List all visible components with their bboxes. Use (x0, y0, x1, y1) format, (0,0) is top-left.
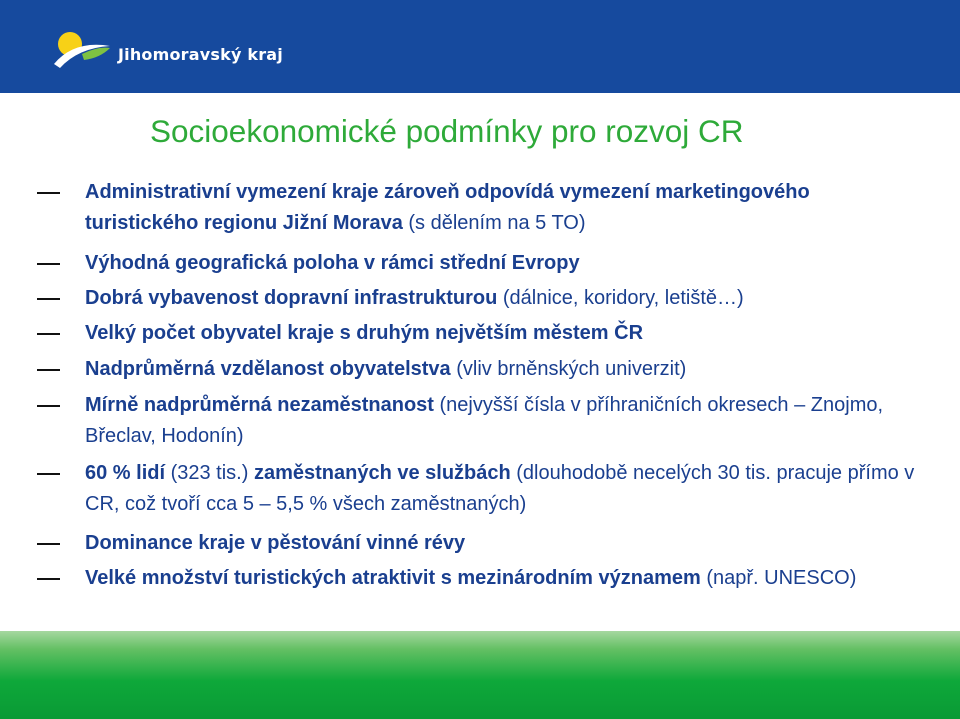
dash-bullet-icon (37, 263, 60, 265)
dash-bullet-icon (37, 298, 60, 300)
footer-green-band (0, 631, 960, 719)
bullet-item: Dobrá vybavenost dopravní infrastrukturou (dálnice, koridory, letiště…) (85, 283, 925, 314)
slide-title: Socioekonomické podmínky pro rozvoj CR (150, 113, 744, 149)
dash-bullet-icon (37, 333, 60, 335)
bullet-item: Dominance kraje v pěstování vinné révy (85, 528, 925, 559)
dash-bullet-icon (37, 192, 60, 194)
bullet-item: Mírně nadprůměrná nezaměstnanost (nejvyšší čísla v příhraničních okresech – Znojmo, Břeclav, Hodonín) (85, 390, 925, 452)
bullet-item: Nadprůměrná vzdělanost obyvatelstva (vliv brněnských univerzit) (85, 354, 925, 385)
dash-bullet-icon (37, 578, 60, 580)
bullet-item: Administrativní vymezení kraje zároveň odpovídá vymezení marketingového turistického regionu Jižní Morava (s dělením na 5 TO) (85, 177, 925, 239)
bullet-item: Velký počet obyvatel kraje s druhým největším městem ČR (85, 318, 925, 349)
bullet-item: 60 % lidí (323 tis.) zaměstnaných ve službách (dlouhodobě necelých 30 tis. pracuje přímo v CR, což tvoří cca 5 – 5,5 % všech zaměstnaných) (85, 458, 925, 520)
dash-bullet-icon (37, 369, 60, 371)
dash-bullet-icon (37, 473, 60, 475)
bullet-item: Velké množství turistických atraktivit s mezinárodním významem (např. UNESCO) (85, 563, 925, 594)
dash-bullet-icon (37, 405, 60, 407)
brand-name: Jihomoravský kraj (118, 45, 283, 64)
bullet-item: Výhodná geografická poloha v rámci střední Evropy (85, 248, 925, 279)
dash-bullet-icon (37, 543, 60, 545)
